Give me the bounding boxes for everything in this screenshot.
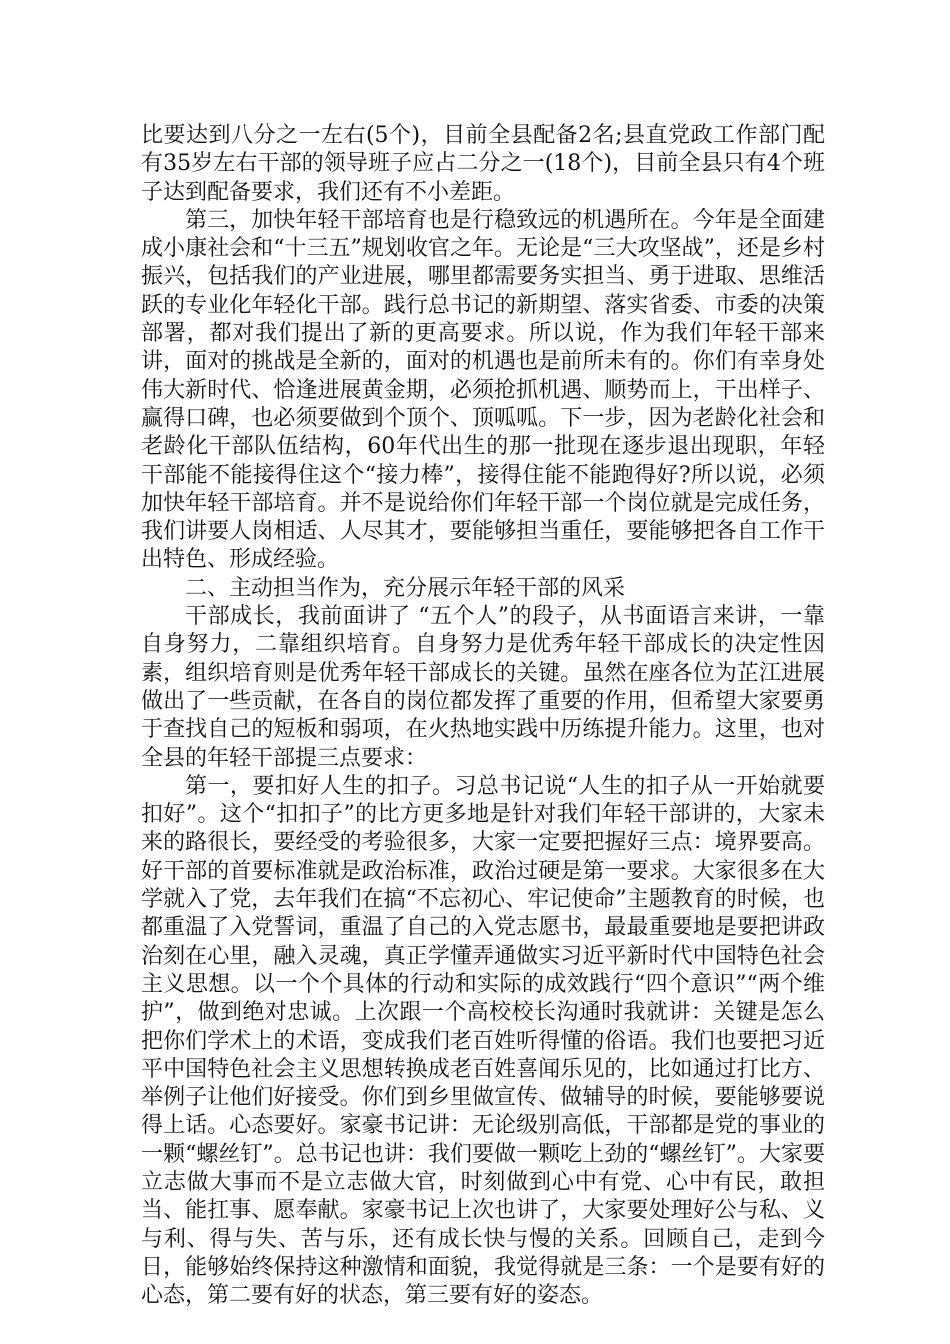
section-heading-two: 二、主动担当作为，充分展示年轻干部的风采 [185,575,626,601]
paragraph-continuation: 比要达到八分之一左右(5个)，目前全县配备2名;县直党政工作部门配有35岁左右干部的领导班子应占二分之一(18个)，目前全县只有4个班子达到配备要求，我们还有不小差距。 [141,123,825,205]
paragraph-third-point: 第三，加快年轻干部培育也是行稳致远的机遇所在。今年是全面建成小康社会和“十三五”规划收官之年。无论是“三大攻坚战”，还是乡村振兴，包括我们的产业进展，哪里都需要务实担当、勇于进取、思维活跃的专业化年轻化干部。践行总书记的新期望、落实省委、市委的决策部署，都对我们提出了新的更高要求。所以说，作为我们年轻干部来讲，面对的挑战是全新的，面对的机遇也是前所未有的。你们有幸身处伟大新时代、恰逢进展黄金期，必须抢抓机遇、顺势而上，干出样子、赢得口碑，也必须要做到个顶个、顶呱呱。下一步，因为老龄化社会和老龄化干部队伍结构，60年代出生的那一批现在逐步退出现职，年轻干部能不能接得住这个“接力棒”，接得住能不能跑得好?所以说，必须加快年轻干部培育。并不是说给你们年轻干部一个岗位就是完成任务，我们讲要人岗相适、人尽其才，要能够担当重任，要能够把各自工作干出特色、形成经验。 [141,207,825,573]
paragraph-cadre-growth: 干部成长，我前面讲了 “五个人”的段子，从书面语言来讲，一靠自身努力，二靠组织培育。自身努力是优秀年轻干部成长的决定性因素，组织培育则是优秀年轻干部成长的关键。虽然在座各位为芷江进展做出了一些贡献，在各自的岗位都发挥了重要的作用，但希望大家要勇于查找自己的短板和弱项，在火热地实践中历练提升能力。这里，也对全县的年轻干部提三点要求： [141,604,825,771]
document-page [141,122,825,1310]
paragraph-first-requirement: 第一，要扣好人生的扣子。习总书记说“人生的扣子从一开始就要扣好”。这个“扣扣子”的比方更多地是针对我们年轻干部讲的，大家未来的路很长，要经受的考验很多，大家一定要把握好三点：境界要高。好干部的首要标准就是政治标准，政治过硬是第一要求。大家很多在大学就入了党，去年我们在搞“不忘初心、牢记使命”主题教育的时候，也都重温了入党誓词，重温了自己的入党志愿书，最最重要地是要把讲政治刻在心里，融入灵魂，真正学懂弄通做实习近平新时代中国特色社会主义思想。以一个个具体的行动和实际的成效践行“四个意识”“两个维护”，做到绝对忠诚。上次跟一个高校校长沟通时我就讲：关键是怎么把你们学术上的术语，变成我们老百姓听得懂的俗语。我们也要把习近平中国特色社会主义思想转换成老百姓喜闻乐见的，比如通过打比方、举例子让他们好接受。你们到乡里做宣传、做辅导的时候，要能够要说得上话。心态要好。家豪书记讲：无论级别高低，干部都是党的事业的一颗“螺丝钉”。总书记也讲：我们要做一颗吃上劲的“螺丝钉”。大家要立志做大事而不是立志做大官，时刻做到心中有党、心中有民，敢担当、能扛事、愿奉献。家豪书记上次也讲了，大家要处理好公与私、义与利、得与失、苦与乐，还有成长快与慢的关系。回顾自己，走到今日，能够始终保持这种激情和面貌，我觉得就是三条：一个是要有好的心态，第二要有好的状态，第三要有好的姿态。 [141,773,825,1309]
